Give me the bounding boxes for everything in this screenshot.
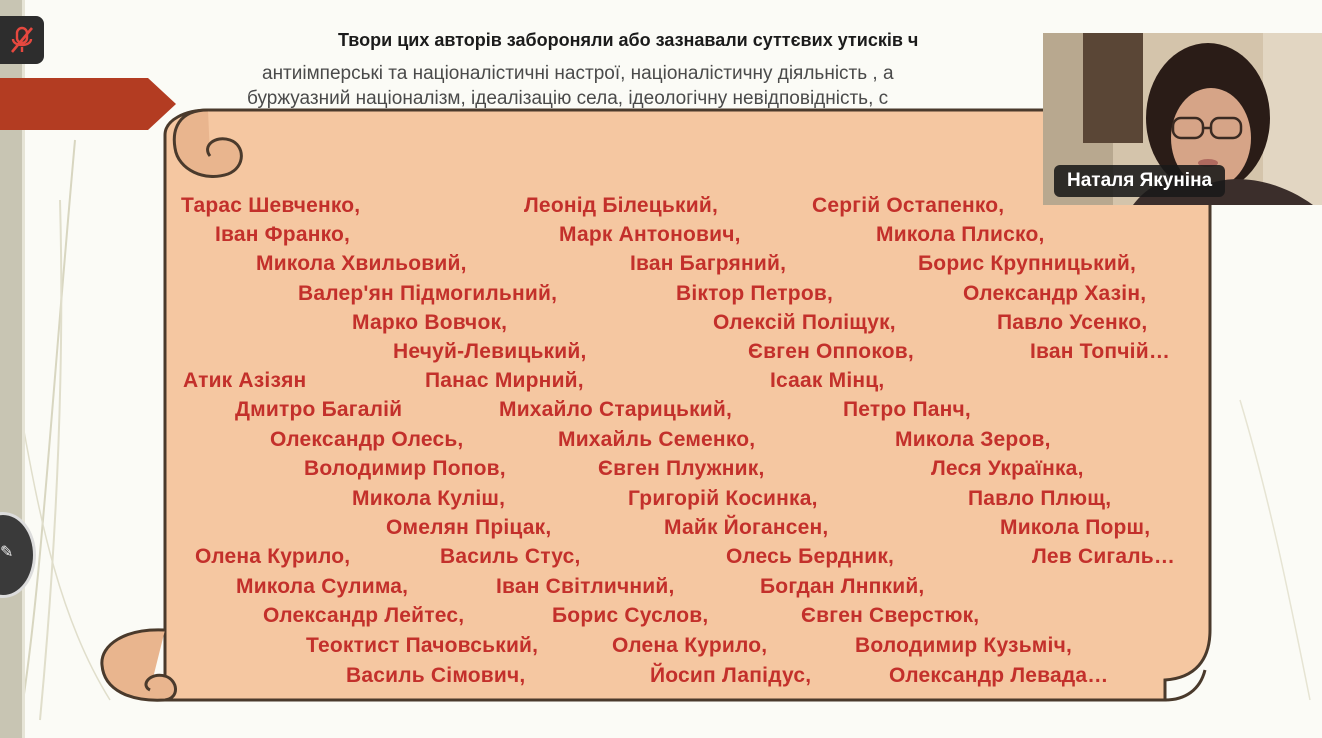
participant-name-label: Наталя Якуніна bbox=[1054, 165, 1225, 197]
author-name: Іван Франко, bbox=[215, 223, 351, 246]
author-name: Борис Крупницький, bbox=[918, 252, 1137, 275]
author-name: Микола Порш, bbox=[1000, 516, 1151, 539]
author-name: Олександр Олесь, bbox=[270, 428, 464, 451]
author-name: Марк Антонович, bbox=[559, 223, 741, 246]
author-name: Дмитро Багалій bbox=[235, 398, 403, 421]
author-name: Олена Курило, bbox=[612, 634, 768, 657]
author-name: Петро Панч, bbox=[843, 398, 971, 421]
author-name: Володимир Попов, bbox=[304, 457, 506, 480]
author-name: Тарас Шевченко, bbox=[181, 194, 361, 217]
author-name: Іван Багряний, bbox=[630, 252, 787, 275]
author-name: Панас Мирний, bbox=[425, 369, 584, 392]
author-name: Омелян Пріцак, bbox=[386, 516, 552, 539]
author-name: Атик Азізян bbox=[183, 369, 307, 392]
author-name: Григорій Косинка, bbox=[628, 487, 818, 510]
author-name: Віктор Петров, bbox=[676, 282, 833, 305]
leave-call-icon: ✎ bbox=[0, 544, 14, 561]
author-name: Володимир Кузьміч, bbox=[855, 634, 1072, 657]
author-name: Микола Хвильовий, bbox=[256, 252, 467, 275]
author-name: Іван Світличний, bbox=[496, 575, 675, 598]
author-name: Павло Плющ, bbox=[968, 487, 1112, 510]
author-name: Олена Курило, bbox=[195, 545, 351, 568]
microphone-muted-icon bbox=[9, 25, 35, 55]
author-name: Микола Куліш, bbox=[352, 487, 506, 510]
author-name: Лев Сигаль… bbox=[1032, 545, 1176, 568]
author-name: Йосип Лапідус, bbox=[650, 664, 812, 687]
author-name: Майк Йогансен, bbox=[664, 516, 829, 539]
author-name: Микола Плиско, bbox=[876, 223, 1045, 246]
author-name: Олесь Бердник, bbox=[726, 545, 895, 568]
author-name: Павло Усенко, bbox=[997, 311, 1148, 334]
author-name: Богдан Лнпкий, bbox=[760, 575, 925, 598]
author-name: Леся Українка, bbox=[931, 457, 1084, 480]
author-name: Ісаак Мінц, bbox=[770, 369, 885, 392]
author-name: Василь Стус, bbox=[440, 545, 581, 568]
author-name: Іван Топчій… bbox=[1030, 340, 1171, 363]
author-name: Теоктист Пачовський, bbox=[306, 634, 539, 657]
slide-subtitle-line-2: буржуазний націоналізм, ідеалізацію села, ідеологічну невідповідність, с bbox=[247, 88, 889, 109]
author-name: Євген Плужник, bbox=[598, 457, 765, 480]
author-name: Борис Суслов, bbox=[552, 604, 709, 627]
author-name: Олександр Хазін, bbox=[963, 282, 1147, 305]
author-name: Євген Сверстюк, bbox=[801, 604, 980, 627]
author-name: Олександр Левада… bbox=[889, 664, 1109, 687]
author-name: Олексій Поліщук, bbox=[713, 311, 896, 334]
author-name: Валер'ян Підмогильний, bbox=[298, 282, 558, 305]
author-name: Сергій Остапенко, bbox=[812, 194, 1005, 217]
author-name: Марко Вовчок, bbox=[352, 311, 508, 334]
author-name: Михайло Старицький, bbox=[499, 398, 733, 421]
author-name: Олександр Лейтес, bbox=[263, 604, 465, 627]
slide-title: Твори цих авторів забороняли або зазнавали суттєвих утисків ч bbox=[338, 30, 919, 50]
author-name: Нечуй-Левицький, bbox=[393, 340, 587, 363]
slide-subtitle-line-1: антиімперські та націоналістичні настрої, націоналістичну діяльність , а bbox=[262, 63, 894, 84]
author-name: Леонід Білецький, bbox=[524, 194, 718, 217]
microphone-toggle-button[interactable] bbox=[0, 16, 44, 64]
author-name: Михайль Семенко, bbox=[558, 428, 756, 451]
author-name: Євген Оппоков, bbox=[748, 340, 914, 363]
author-name: Микола Зеров, bbox=[895, 428, 1051, 451]
author-name: Микола Сулима, bbox=[236, 575, 409, 598]
author-name: Василь Сімович, bbox=[346, 664, 526, 687]
